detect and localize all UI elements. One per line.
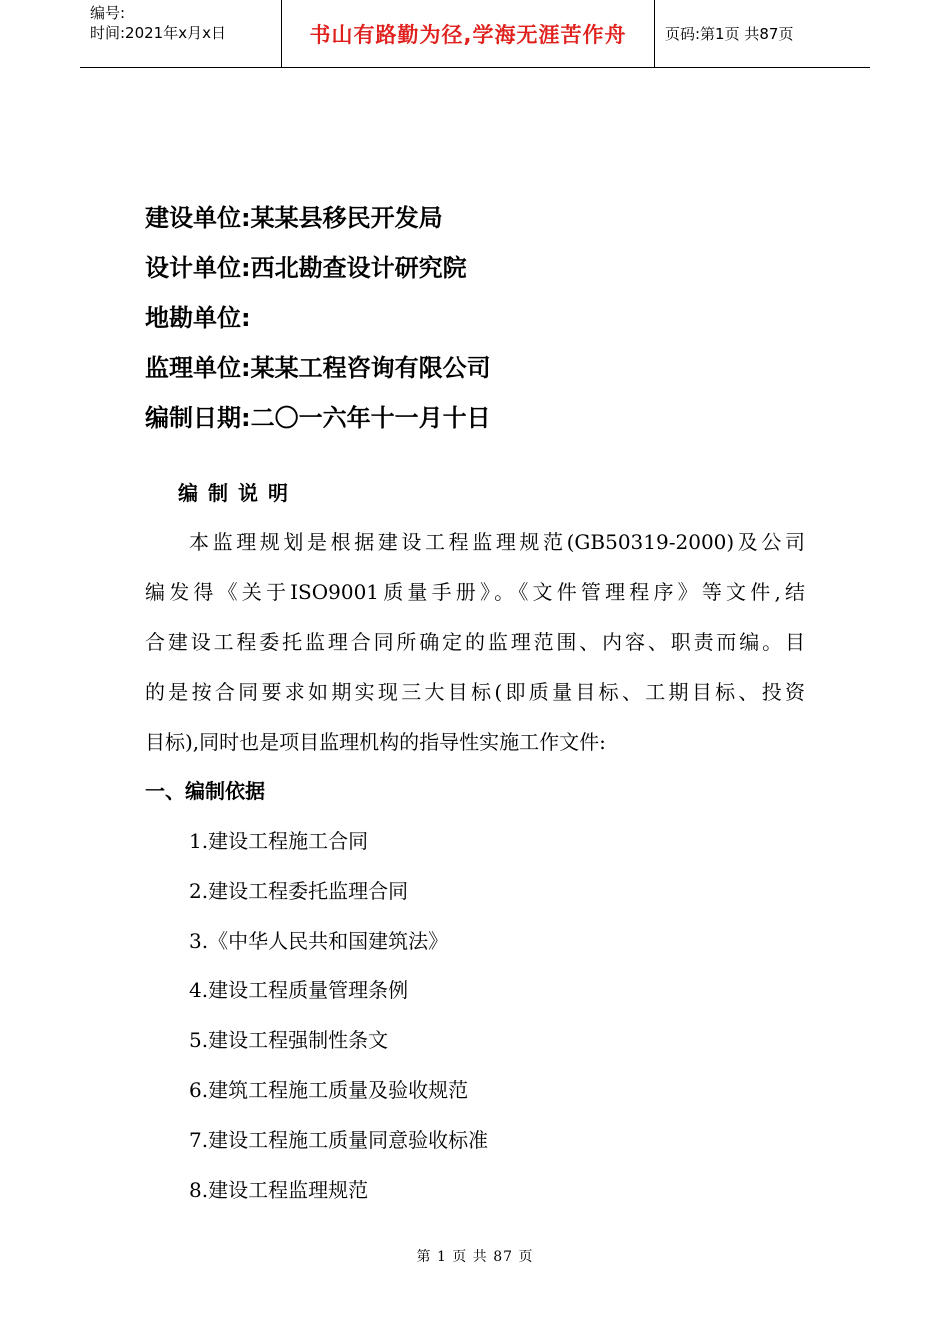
header-motto-cell bbox=[281, 0, 655, 67]
header-page-info: 页码:第1页 共87页 bbox=[665, 25, 794, 43]
list-item: 1.建设工程施工合同 bbox=[189, 829, 369, 853]
list-item: 5.建设工程强制性条文 bbox=[189, 1028, 389, 1052]
document-number-label: 编号: bbox=[90, 4, 126, 22]
header-meta bbox=[80, 0, 281, 67]
list-item: 2.建设工程委托监理合同 bbox=[189, 879, 409, 903]
info-compile-date: 编制日期:二〇一六年十一月十日 bbox=[145, 404, 491, 432]
list-item: 8.建设工程监理规范 bbox=[189, 1178, 369, 1202]
paragraph-line: 目标),同时也是项目监理机构的指导性实施工作文件: bbox=[145, 730, 606, 754]
header-page-cell bbox=[655, 0, 870, 67]
info-design-unit: 设计单位:西北勘查设计研究院 bbox=[145, 254, 467, 282]
section-title: 编制说明 bbox=[178, 481, 298, 505]
info-supervision-unit: 监理单位:某某工程咨询有限公司 bbox=[145, 354, 491, 382]
heading-basis: 一、编制依据 bbox=[145, 779, 265, 803]
list-item: 7.建设工程施工质量同意验收标准 bbox=[189, 1128, 489, 1152]
paragraph-line: 编发得《关于ISO9001质量手册》。《文件管理程序》等文件,结 bbox=[145, 580, 805, 604]
document-time-label: 时间:2021年x月x日 bbox=[90, 24, 226, 42]
list-item: 6.建筑工程施工质量及验收规范 bbox=[189, 1078, 469, 1102]
info-survey-unit: 地勘单位: bbox=[145, 304, 251, 332]
info-construction-unit: 建设单位:某某县移民开发局 bbox=[145, 204, 443, 232]
paragraph-line: 本监理规划是根据建设工程监理规范(GB50319-2000)及公司 bbox=[189, 530, 805, 554]
list-item: 3.《中华人民共和国建筑法》 bbox=[189, 929, 449, 953]
page-header bbox=[80, 0, 870, 68]
page-footer: 第 1 页 共 87 页 bbox=[416, 1249, 534, 1265]
paragraph-line: 合建设工程委托监理合同所确定的监理范围、内容、职责而编。目 bbox=[145, 630, 805, 654]
header-motto: 书山有路勤为径,学海无涯苦作舟 bbox=[309, 22, 627, 47]
paragraph-line: 的是按合同要求如期实现三大目标(即质量目标、工期目标、投资 bbox=[145, 680, 805, 704]
list-item: 4.建设工程质量管理条例 bbox=[189, 978, 409, 1002]
